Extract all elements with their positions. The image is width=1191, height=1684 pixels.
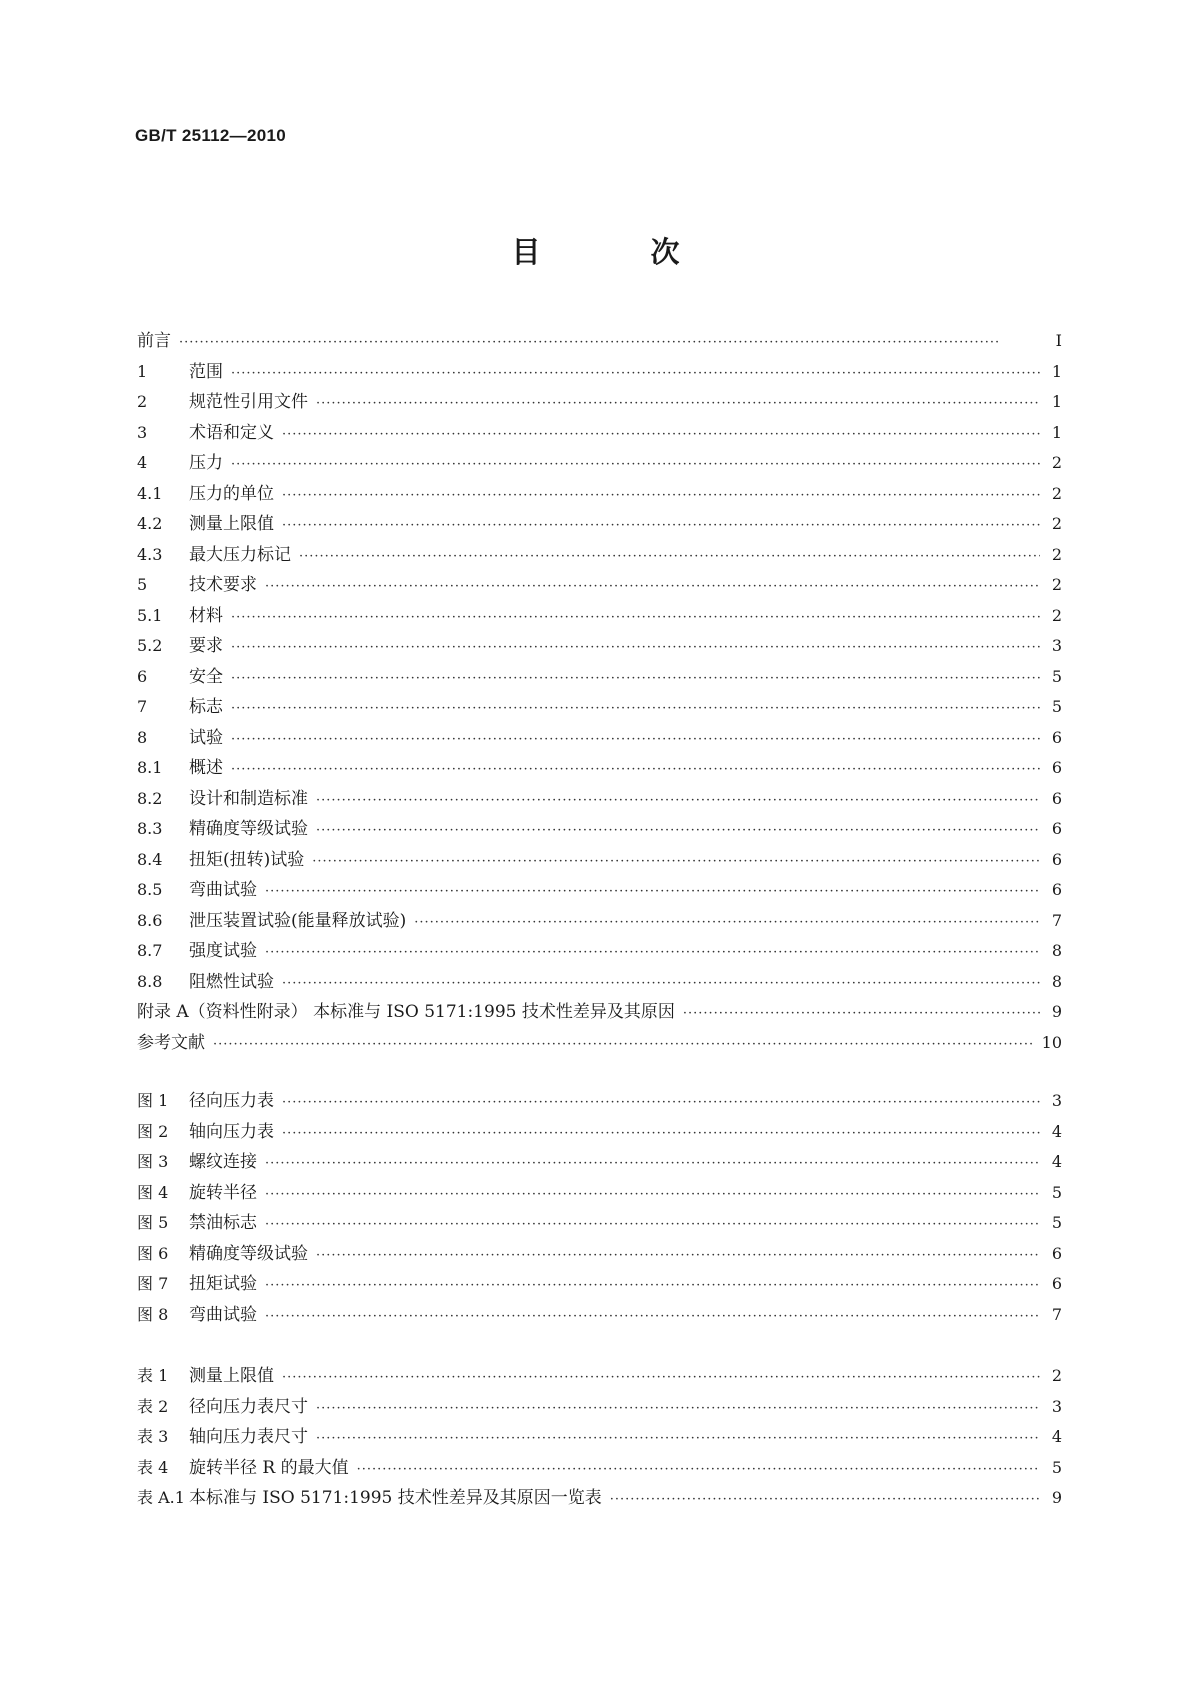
toc-entry-title: 强度试验 (189, 941, 257, 961)
toc-entry-title: 螺纹连接 (189, 1152, 257, 1172)
dot-leader (610, 1485, 1040, 1516)
toc-entry[interactable] (137, 631, 1062, 662)
toc-page-number: 6 (1051, 1243, 1062, 1263)
toc-entry[interactable] (137, 784, 1062, 815)
toc-entry-title: 弯曲试验 (189, 1304, 257, 1325)
toc-page-number: 6 (1051, 880, 1062, 899)
toc-page-number: 2 (1051, 514, 1062, 533)
toc-figure-entry[interactable] (137, 1086, 1062, 1117)
toc-entry-title: 术语和定义 (189, 422, 274, 443)
dot-leader (282, 1088, 1040, 1119)
toc-page-number: 4 (1051, 1121, 1062, 1141)
toc-entry-title: 附录 A（资料性附录） 本标准与 ISO 5171:1995 技术性差异及其原因 (137, 1002, 675, 1022)
dot-leader (282, 481, 1040, 512)
dot-leader (282, 969, 1040, 1000)
toc-page-number: 5 (1051, 1457, 1062, 1477)
page-title: 目 次 (511, 235, 730, 269)
dot-leader (357, 1455, 1040, 1486)
dot-leader (265, 572, 1040, 603)
toc-entry-number: 表 4 (137, 1457, 169, 1477)
dot-leader (265, 1180, 1040, 1211)
toc-figure-entry[interactable] (137, 1117, 1062, 1148)
toc-table-entry[interactable] (137, 1453, 1062, 1484)
toc-entry-number: 表 2 (137, 1396, 169, 1416)
toc-page-number: 6 (1051, 788, 1062, 808)
toc-entry-title: 概述 (189, 758, 223, 778)
toc-entry[interactable] (137, 570, 1062, 601)
toc-entry[interactable] (137, 509, 1062, 540)
dot-leader (316, 389, 1040, 420)
dot-leader (231, 725, 1040, 756)
toc-entry[interactable] (137, 448, 1062, 479)
toc-entry-number: 图 4 (137, 1182, 169, 1202)
toc-table-entry[interactable] (137, 1392, 1062, 1423)
toc-page-number: 10 (1041, 1032, 1062, 1052)
toc-page-number: Ⅰ (1055, 331, 1062, 350)
toc-page-number: 2 (1051, 544, 1062, 564)
dot-leader (265, 1149, 1040, 1180)
dot-leader (231, 755, 1040, 786)
toc-entry[interactable] (137, 387, 1062, 418)
toc-figure-entry[interactable] (137, 1208, 1062, 1239)
dot-leader (316, 786, 1040, 817)
dot-leader (316, 816, 1040, 847)
toc-entry[interactable] (137, 997, 1062, 1028)
toc-entry-number: 8.1 (137, 758, 163, 777)
toc-figures-list (137, 1086, 1062, 1330)
dot-leader (231, 603, 1040, 634)
toc-page-number: 6 (1051, 758, 1062, 777)
toc-entry-number: 图 5 (137, 1213, 169, 1232)
dot-leader (316, 1424, 1040, 1455)
toc-figure-entry[interactable] (137, 1300, 1062, 1331)
dot-leader (231, 359, 1040, 390)
toc-page-number: 1 (1051, 361, 1062, 381)
toc-entry-title: 压力的单位 (189, 483, 274, 504)
toc-entry-number: 5.2 (137, 636, 163, 655)
toc-entry[interactable] (137, 540, 1062, 571)
toc-entry-title: 范围 (189, 361, 223, 382)
dot-leader (265, 938, 1040, 969)
toc-page-number: 4 (1051, 1152, 1062, 1171)
toc-main-list (137, 326, 1062, 1058)
toc-page-number: 4 (1051, 1427, 1062, 1446)
toc-entry[interactable] (137, 479, 1062, 510)
toc-entry[interactable] (137, 1028, 1062, 1059)
toc-entry-title: 前言 (137, 331, 171, 351)
toc-page-number: 2 (1051, 575, 1062, 594)
toc-entry-number: 表 3 (137, 1427, 169, 1446)
toc-figure-entry[interactable] (137, 1147, 1062, 1178)
dot-leader (282, 1363, 1040, 1394)
toc-figure-entry[interactable] (137, 1178, 1062, 1209)
toc-entry-number: 表 1 (137, 1366, 169, 1385)
toc-entry-title: 泄压装置试验(能量释放试验) (189, 910, 407, 931)
toc-entry-title: 本标准与 ISO 5171:1995 技术性差异及其原因一览表 (189, 1488, 602, 1508)
dot-leader (265, 1302, 1040, 1333)
toc-entry[interactable] (137, 753, 1062, 784)
dot-leader (282, 511, 1040, 542)
toc-figure-entry[interactable] (137, 1269, 1062, 1300)
dot-leader (231, 694, 1040, 725)
toc-page-number: 6 (1051, 727, 1062, 747)
toc-page-number: 2 (1051, 453, 1062, 472)
toc-table-entry[interactable] (137, 1483, 1062, 1514)
dot-leader (265, 1271, 1040, 1302)
toc-entry-title: 最大压力标记 (189, 544, 291, 565)
dot-leader (282, 1119, 1040, 1150)
toc-entry-number: 7 (137, 697, 148, 716)
toc-entry-number: 图 6 (137, 1243, 169, 1263)
toc-entry-title: 旋转半径 (189, 1182, 257, 1203)
toc-page-number: 3 (1051, 1091, 1062, 1110)
toc-entry-number: 8.5 (137, 880, 163, 899)
dot-leader (265, 1210, 1040, 1241)
dot-leader (683, 999, 1040, 1030)
toc-entry-number: 4 (137, 453, 148, 472)
toc-entry-number: 3 (137, 422, 148, 442)
toc-entry-title: 压力 (189, 453, 223, 473)
toc-page-number: 2 (1051, 483, 1062, 503)
toc-entry-number: 4.1 (137, 483, 163, 503)
toc-entry-number: 5.1 (137, 605, 163, 625)
toc-entry-title: 参考文献 (137, 1032, 205, 1053)
toc-entry[interactable] (137, 906, 1062, 937)
toc-entry-number: 4.2 (137, 514, 163, 533)
toc-entry[interactable] (137, 662, 1062, 693)
toc-page-number: 9 (1051, 1002, 1062, 1021)
toc-page-number: 6 (1051, 1274, 1062, 1293)
toc-page-number: 3 (1051, 1396, 1062, 1416)
toc-page-number: 2 (1051, 605, 1062, 625)
toc-entry-title: 试验 (189, 727, 223, 748)
toc-entry-number: 图 7 (137, 1274, 169, 1293)
toc-page-number: 8 (1051, 971, 1062, 991)
toc-entry[interactable] (137, 875, 1062, 906)
toc-figure-entry[interactable] (137, 1239, 1062, 1270)
toc-entry-title: 旋转半径 R 的最大值 (189, 1457, 349, 1478)
dot-leader (213, 1030, 1034, 1061)
toc-entry-title: 标志 (189, 697, 223, 717)
toc-entry-number: 1 (137, 361, 148, 381)
toc-entry-number: 8.7 (137, 941, 163, 960)
toc-entry[interactable] (137, 967, 1062, 998)
dot-leader (299, 542, 1040, 573)
toc-page-number: 5 (1051, 1182, 1062, 1202)
toc-entry-number: 8.6 (137, 910, 163, 930)
toc-entry-title: 材料 (189, 605, 223, 626)
toc-entry-number: 2 (137, 392, 148, 411)
toc-entry[interactable] (137, 814, 1062, 845)
toc-entry-title: 径向压力表尺寸 (189, 1396, 308, 1417)
dot-leader (231, 633, 1040, 664)
toc-entry-title: 测量上限值 (189, 1366, 274, 1386)
dot-leader (265, 877, 1040, 908)
toc-page-number: 5 (1051, 697, 1062, 716)
toc-page-number: 1 (1051, 392, 1062, 411)
toc-entry-number: 8 (137, 727, 148, 747)
toc-entry-title: 技术要求 (189, 575, 257, 595)
toc-page-number: 2 (1051, 1366, 1062, 1385)
toc-page-number: 7 (1051, 1304, 1062, 1324)
toc-entry-title: 禁油标志 (189, 1213, 257, 1233)
toc-entry-number: 图 2 (137, 1121, 169, 1141)
toc-page-number: 6 (1051, 819, 1062, 838)
toc-entry-title: 轴向压力表尺寸 (189, 1427, 308, 1447)
dot-leader (282, 420, 1040, 451)
toc-entry[interactable] (137, 418, 1062, 449)
toc-entry-title: 扭矩试验 (189, 1274, 257, 1294)
toc-entry-title: 径向压力表 (189, 1091, 274, 1111)
toc-entry[interactable] (137, 357, 1062, 388)
toc-entry-number: 8.4 (137, 849, 163, 869)
toc-entry-title: 安全 (189, 666, 223, 687)
toc-table-entry[interactable] (137, 1361, 1062, 1392)
toc-entry-title: 要求 (189, 636, 223, 656)
dot-leader (312, 847, 1040, 878)
toc-page-number: 8 (1051, 941, 1062, 960)
toc-entry-title: 弯曲试验 (189, 880, 257, 900)
standard-code: GB/T 25112—2010 (135, 126, 286, 145)
toc-entry-title: 阻燃性试验 (189, 971, 274, 992)
dot-leader (231, 664, 1040, 695)
toc-entry-title: 设计和制造标准 (189, 788, 308, 809)
toc-entry-number: 8.2 (137, 788, 163, 808)
toc-page-number: 1 (1051, 422, 1062, 442)
toc-entry[interactable] (137, 326, 1062, 357)
toc-entry-number: 6 (137, 666, 148, 686)
toc-entry-number: 图 3 (137, 1152, 169, 1171)
toc-page-number: 5 (1051, 666, 1062, 686)
toc-page-number: 6 (1051, 849, 1062, 869)
toc-table-entry[interactable] (137, 1422, 1062, 1453)
toc-entry-title: 轴向压力表 (189, 1121, 274, 1142)
toc-page-number: 7 (1051, 910, 1062, 930)
toc-entry-number: 4.3 (137, 544, 163, 564)
toc-entry-number: 图 8 (137, 1304, 169, 1324)
toc-tables-list (137, 1361, 1062, 1514)
toc-page-number: 5 (1051, 1213, 1062, 1232)
toc-entry-title: 扭矩(扭转)试验 (189, 849, 305, 870)
toc-entry[interactable] (137, 692, 1062, 723)
toc-entry-number: 图 1 (137, 1091, 169, 1110)
toc-entry[interactable] (137, 936, 1062, 967)
dot-leader (231, 450, 1040, 481)
toc-entry[interactable] (137, 601, 1062, 632)
toc-entry-title: 精确度等级试验 (189, 1243, 308, 1264)
dot-leader (316, 1241, 1040, 1272)
toc-entry-number: 8.3 (137, 819, 163, 838)
toc-entry-number: 表 A.1 (137, 1488, 185, 1507)
toc-page-number: 9 (1051, 1488, 1062, 1507)
dot-leader (179, 328, 1040, 359)
toc-entry-title: 测量上限值 (189, 514, 274, 534)
toc-entry[interactable] (137, 723, 1062, 754)
toc-entry-number: 8.8 (137, 971, 163, 991)
dot-leader (316, 1394, 1040, 1425)
toc-entry[interactable] (137, 845, 1062, 876)
toc-entry-title: 精确度等级试验 (189, 819, 308, 839)
toc-page-number: 3 (1051, 636, 1062, 655)
toc-entry-number: 5 (137, 575, 148, 594)
toc-entry-title: 规范性引用文件 (189, 392, 308, 412)
dot-leader (414, 908, 1040, 939)
